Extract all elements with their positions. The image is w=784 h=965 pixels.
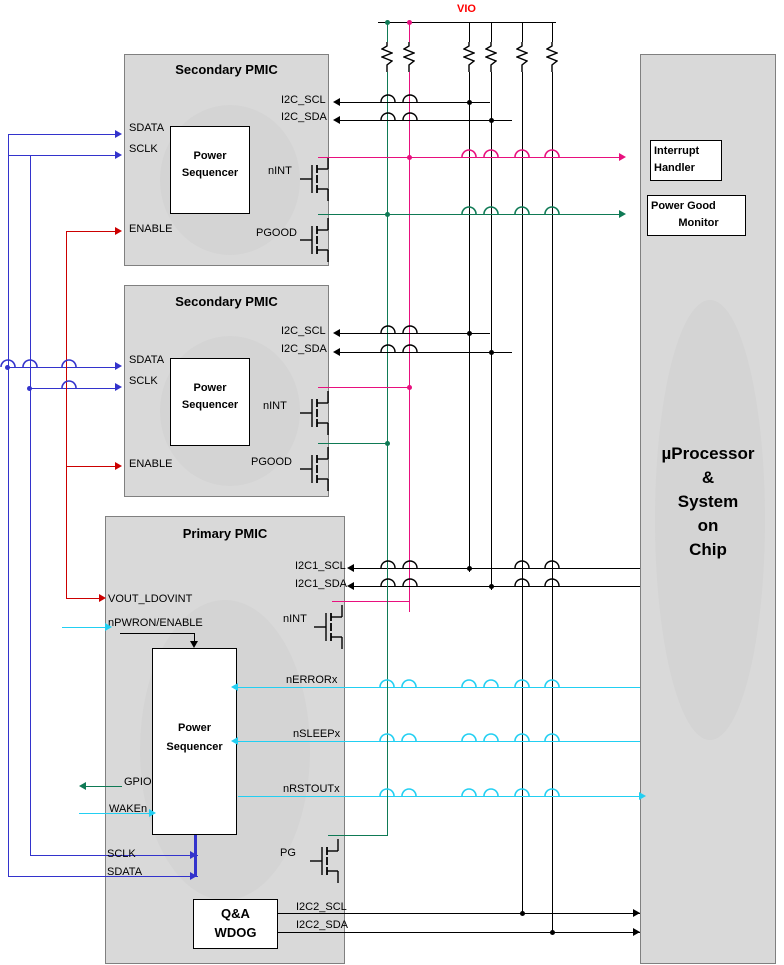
node-i2c1-scl: [467, 566, 472, 571]
sec2-sclk-arrow: [115, 383, 122, 391]
sec2-pgood-label: PGOOD: [251, 456, 292, 468]
red-enable-1: [66, 231, 116, 232]
sec1-nint-label: nINT: [268, 165, 292, 177]
node-i2c1-sda: [489, 584, 494, 589]
sec2-sdata-arrow: [115, 362, 122, 370]
primary-i2c2-scl-label: I2C2_SCL: [296, 901, 347, 913]
primary-npwron-label: nPWRON/ENABLE: [108, 617, 203, 629]
sec1-nint-wire: [318, 157, 620, 158]
node-i2c2-sda: [550, 930, 555, 935]
npwron-to-seq: [120, 633, 194, 634]
sec1-sclk-label: SCLK: [129, 143, 158, 155]
primary-sclk-label: SCLK: [107, 848, 136, 860]
i2c2-scl-arrow: [633, 909, 640, 917]
pink-nint-link: [409, 601, 410, 612]
waken-arrow: [149, 809, 156, 817]
i2c1-scl-wire: [354, 568, 640, 569]
primary-pg-fet: [310, 839, 340, 888]
primary-nint-label: nINT: [283, 613, 307, 625]
blue-sclk-down: [30, 388, 31, 855]
soc-label-4: on: [697, 516, 719, 535]
soc-label-2: &: [701, 468, 715, 487]
primary-pg-label: PG: [280, 847, 296, 859]
i2c1-sda-wire: [354, 586, 640, 587]
secondary-pmic-1-sequencer-label-1: Power: [193, 150, 227, 162]
qa-wdog-label-2: WDOG: [214, 925, 257, 940]
red-vout-wire: [66, 598, 101, 599]
sec1-i2c-scl-label: I2C_SCL: [281, 94, 326, 106]
node-blue-sclk: [27, 386, 32, 391]
blue-sclk-vert: [30, 155, 31, 388]
pullup-resistor-1: [381, 42, 393, 72]
i2c2-scl-wire: [278, 913, 640, 914]
nsleepx-wire: [238, 741, 640, 742]
secondary-pmic-2-sequencer-label-1: Power: [193, 382, 227, 394]
blue-bus-to-sequencer: [194, 835, 197, 877]
waken-wire: [79, 813, 151, 814]
node-sec1-pgood: [385, 212, 390, 217]
interrupt-handler-label-1: Interrupt: [654, 145, 700, 157]
red-vout-arrow: [99, 594, 106, 602]
sec2-pgood-wire: [318, 443, 388, 444]
npwron-arrow: [105, 623, 112, 631]
sec1-sdata-label: SDATA: [129, 122, 165, 134]
gpio-arrow: [79, 782, 86, 790]
primary-pmic-title: Primary PMIC: [182, 526, 268, 541]
node-sec1-sda: [489, 118, 494, 123]
sec2-enable-arrow: [115, 462, 122, 470]
sec1-sda-wire: [340, 120, 512, 121]
secondary-pmic-2-title: Secondary PMIC: [175, 294, 278, 309]
sec1-i2c-sda-label: I2C_SDA: [281, 111, 327, 123]
rail-i2c2-sda: [552, 72, 553, 934]
sec1-enable-arrow: [115, 227, 122, 235]
npwron-seq-arrow: [190, 641, 198, 648]
npwron-wire: [62, 627, 107, 628]
soc-label-5: Chip: [689, 540, 727, 559]
sec1-scl-arrow: [333, 98, 340, 106]
rail-green-main: [387, 72, 388, 444]
sec1-nint-arrow: [619, 153, 626, 161]
sec2-nint-fet: [300, 391, 330, 440]
pullup-resistor-4: [485, 42, 497, 72]
primary-gpio-label: GPIO: [124, 776, 152, 788]
red-enable-2: [66, 466, 116, 467]
sec2-sda-wire: [340, 352, 512, 353]
primary-nrstoutx-label: nRSTOUTx: [283, 783, 340, 795]
sec1-sda-arrow: [333, 116, 340, 124]
node-sec2-scl: [467, 331, 472, 336]
sec1-pgood-arrow: [619, 210, 626, 218]
i2c1-scl-arrow: [347, 564, 354, 572]
node-sec2-sda: [489, 350, 494, 355]
rail-i2c1-scl: [469, 72, 470, 572]
nrstoutx-wire: [238, 796, 640, 797]
soc-label: [640, 442, 776, 562]
i2c1-sda-arrow: [347, 582, 354, 590]
red-enable-vert: [66, 231, 67, 599]
primary-i2c2-sda-label: I2C2_SDA: [296, 919, 348, 931]
node-blue-sdata: [5, 365, 10, 370]
primary-sdata-label: SDATA: [107, 866, 143, 878]
i2c2-sda-wire: [278, 932, 640, 933]
node-sec2-nint: [407, 385, 412, 390]
sec2-nint-label: nINT: [263, 400, 287, 412]
sec1-pgood-wire: [318, 214, 620, 215]
primary-pg-wire: [328, 835, 388, 836]
primary-nsleepx-label: nSLEEPx: [293, 728, 341, 740]
sec1-enable-label: ENABLE: [129, 223, 173, 235]
primary-nint-wire: [332, 601, 410, 602]
nrstoutx-arrow: [639, 792, 646, 800]
blue-sdata-vert: [8, 134, 9, 367]
rail-i2c2-scl: [522, 72, 523, 915]
blue-sdata-down: [8, 367, 9, 877]
primary-i2c1-scl-label: I2C1_SCL: [295, 560, 346, 572]
node-sec1-scl: [467, 100, 472, 105]
sec2-pgood-fet: [300, 447, 330, 496]
sec2-sda-arrow: [333, 348, 340, 356]
primary-vout-ldovint-label: VOUT_LDOVINT: [108, 593, 193, 605]
rail-pink-top: [409, 22, 410, 42]
sec2-i2c-sda-label: I2C_SDA: [281, 343, 327, 355]
rail-sda-top: [491, 22, 492, 42]
secondary-pmic-1-title: Secondary PMIC: [175, 62, 278, 77]
pullup-resistor-6: [546, 42, 558, 72]
pullup-resistor-3: [463, 42, 475, 72]
node-i2c2-scl: [520, 911, 525, 916]
power-good-monitor-label-1: Power Good: [651, 200, 716, 212]
sec1-pgood-label: PGOOD: [256, 227, 297, 239]
rail-scl-top: [469, 22, 470, 42]
primary-waken-label: WAKEn: [109, 803, 148, 815]
primary-i2c1-sda-label: I2C1_SDA: [295, 578, 347, 590]
secondary-pmic-2-sequencer-label-2: Sequencer: [181, 399, 239, 411]
rail-i2c2-scl-top: [522, 22, 523, 42]
sec2-sdata-label: SDATA: [129, 354, 165, 366]
pullup-resistor-2: [403, 42, 415, 72]
nerrorx-arrow: [231, 683, 238, 691]
pullup-resistor-5: [516, 42, 528, 72]
vio-label: VIO: [457, 3, 476, 15]
blue-sdata-top: [8, 134, 118, 135]
gpio-wire: [86, 786, 122, 787]
primary-pg-vert: [387, 444, 388, 836]
nsleepx-arrow: [231, 737, 238, 745]
node-sec1-nint: [407, 155, 412, 160]
vio-rail: [378, 22, 556, 23]
soc-label-1: µProcessor: [661, 444, 755, 463]
sec2-nint-wire: [318, 387, 410, 388]
sec2-i2c-scl-label: I2C_SCL: [281, 325, 326, 337]
qa-wdog-label-1: Q&A: [221, 906, 250, 921]
primary-nerrorx-label: nERRORx: [286, 674, 338, 686]
blue-sclk-top: [8, 155, 118, 156]
sec2-sclk-label: SCLK: [129, 375, 158, 387]
blue-sdata-bottom: [8, 876, 198, 877]
npwron-to-seq-v: [194, 633, 195, 641]
blue-sdata-mid: [8, 367, 118, 368]
secondary-pmic-1-sequencer-label-2: Sequencer: [181, 167, 239, 179]
sec1-pgood-fet: [300, 218, 330, 267]
rail-green-top: [387, 22, 388, 42]
rail-i2c2-sda-top: [552, 22, 553, 42]
primary-nint-fet: [314, 605, 344, 654]
blue-sclk-mid: [30, 388, 118, 389]
sec2-scl-arrow: [333, 329, 340, 337]
rail-i2c1-sda: [491, 72, 492, 590]
soc-label-3: System: [677, 492, 739, 511]
primary-pmic-sequencer-label-2: Sequencer: [166, 741, 223, 753]
i2c2-sda-arrow: [633, 928, 640, 936]
sec1-nint-fet: [300, 157, 330, 206]
nerrorx-wire: [238, 687, 640, 688]
sec2-enable-label: ENABLE: [129, 458, 173, 470]
interrupt-handler-label-2: Handler: [654, 162, 695, 174]
rail-pink-main: [409, 72, 410, 612]
primary-pmic-sequencer-label-1: Power: [177, 722, 211, 734]
power-good-monitor-label-2: Monitor: [678, 217, 719, 229]
